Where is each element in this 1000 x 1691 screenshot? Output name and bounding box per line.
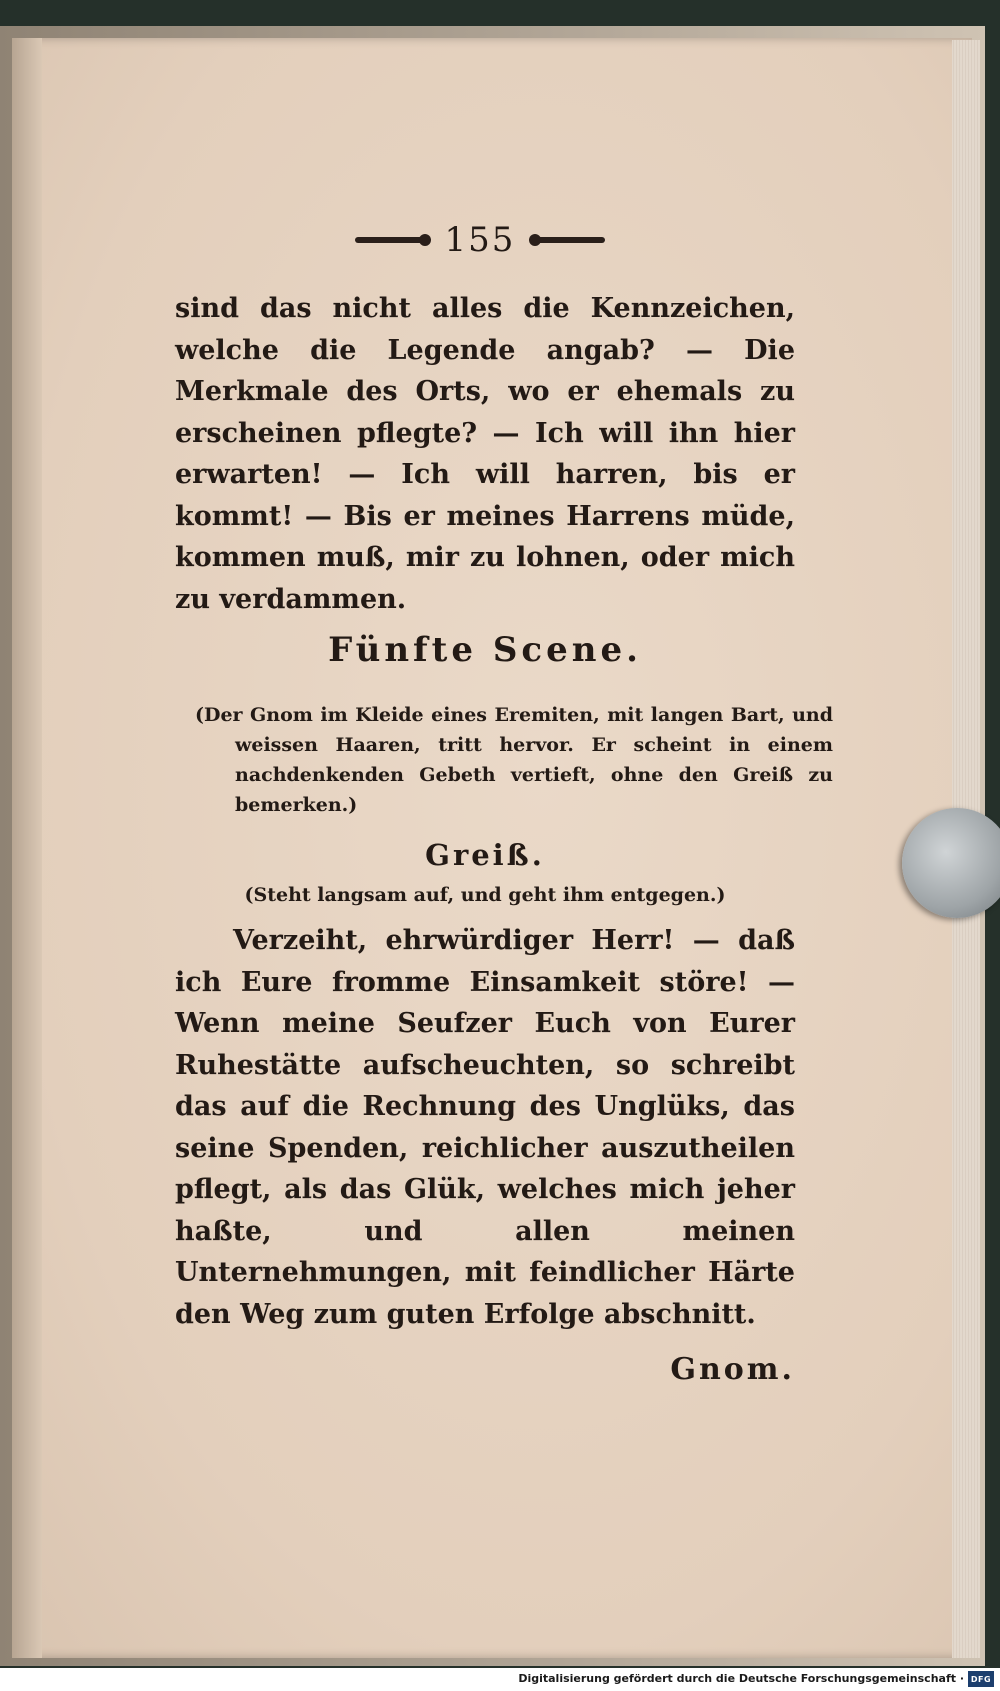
ornament-left-icon <box>355 237 427 243</box>
dfg-logo-icon: DFG <box>968 1671 994 1687</box>
speaker-name: Greiß. <box>425 838 545 872</box>
footer-credit: Digitalisierung gefördert durch die Deutsche Forschungsgemeinschaft · <box>518 1672 964 1685</box>
scene-heading: Fünfte Scene. <box>328 630 642 670</box>
speaker-direction: (Steht langsam auf, und geht ihm entgegen.) <box>244 884 726 906</box>
stage-direction: (Der Gnom im Kleide eines Eremiten, mit langen Bart, und weissen Haaren, tritt hervor. Er scheint in einem nachdenkenden Gebeth vertieft, ohne den Greiß zu bemerken.) <box>195 704 833 816</box>
ornament-right-icon <box>533 237 605 243</box>
footer-bar <box>0 1668 1000 1691</box>
paragraph-1: sind das nicht alles die Kennzeichen, welche die Legende angab? — Die Merkmale des Orts, wo er ehemals zu erscheinen pflegte? — Ich will ihn hier erwarten! — Ich will harren, bis er kommt! — Bis er meines Harrens müde, kommen muß, mir zu lohnen, oder mich zu verdammen. <box>175 293 795 615</box>
page-header <box>330 215 630 265</box>
page-number: 155 <box>444 220 516 260</box>
paragraph-2: Verzeiht, ehrwürdiger Herr! — daß ich Eure fromme Einsamkeit störe! — Wenn meine Seufzer Euch von Eurer Ruhestätte aufscheuchten, so schreibt das auf die Rechnung des Unglüks, das seine Spenden, reichlicher auszutheilen pflegt, als das Glük, welches mich jeher haßte, und allen meinen Unternehmungen, mit feindlicher Härte den Weg zum guten Erfolge abschnitt. <box>175 925 795 1330</box>
catchword: Gnom. <box>670 1352 795 1387</box>
page-gutter <box>12 38 42 1658</box>
